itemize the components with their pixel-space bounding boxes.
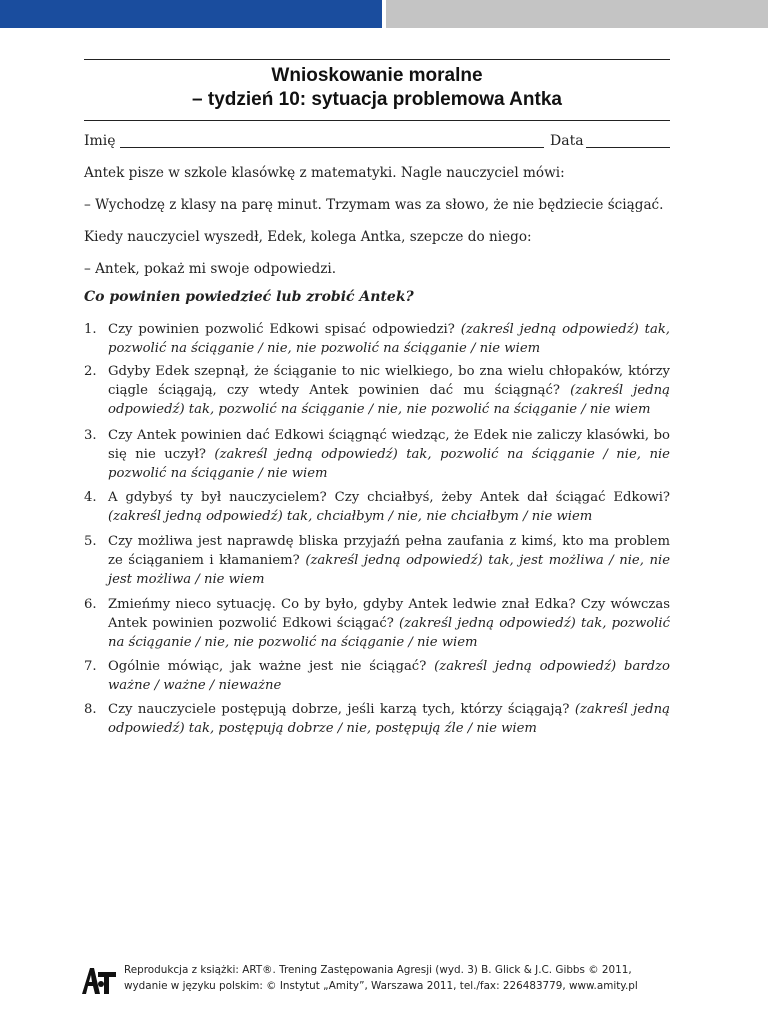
footer-line-1: Reprodukcja z książki: ART®. Trening Zastępowania Agresji (wyd. 3) B. Glick & J.C. Gibbs © 2011, [124,964,632,976]
top-rule [84,59,670,60]
item-text: Ogólnie mówiąc, jak ważne jest nie ściągać? (zakreśl jedną odpowiedź) bardzo ważne / ważne / nieważne [108,659,670,693]
answer-options: (zakreśl jedną odpowiedź) tak, pozwolić na ściąganie / nie, nie pozwolić na ściąganie / nie wiem [108,616,670,650]
item-text: Czy możliwa jest naprawdę bliska przyjaźń pełna zaufania z kimś, kto ma problem ze ściąganiem i kłamaniem? (zakreśl jedną odpowiedź) tak, jest możliwa / nie, nie jest możliwa / nie wiem [108,534,670,587]
item-number: 8. [84,702,97,717]
item-text: Czy Antek powinien dać Edkowi ściągnąć wiedząc, że Edek nie zaliczy klasówki, bo się nie uczył? (zakreśl jedną odpowiedź) tak, pozwolić na ściąganie / nie, nie pozwolić na ściąganie / nie wiem [108,428,670,481]
name-date-row [84,132,670,152]
title-line-2: – tydzień 10: sytuacja problemowa Antka [192,89,562,110]
item-number: 7. [84,659,97,674]
item-number: 1. [84,322,97,337]
title-bottom-rule [84,120,670,121]
date-field[interactable] [586,147,670,148]
page-title [84,64,670,112]
item-number: 4. [84,490,97,505]
intro-paragraph-3: Kiedy nauczyciel wyszedł, Edek, kolega Antka, szepcze do niego: [84,229,532,245]
answer-options: (zakreśl jedną odpowiedź) tak, pozwolić na ściąganie / nie, nie pozwolić na ściąganie / nie wiem [108,322,670,356]
item-text: Czy powinien pozwolić Edkowi spisać odpowiedzi? (zakreśl jedną odpowiedź) tak, pozwolić na ściąganie / nie, nie pozwolić na ściąganie / nie wiem [108,322,670,356]
item-number: 3. [84,428,97,443]
intro-paragraph-2: – Wychodzę z klasy na parę minut. Trzymam was za słowo, że nie będziecie ściągać. [84,197,664,213]
item-text: Czy nauczyciele postępują dobrze, jeśli karzą tych, którzy ściągają? (zakreśl jedną odpowiedź) tak, postępują dobrze / nie, postępują źle / nie wiem [108,702,670,736]
answer-options: (zakreśl jedną odpowiedź) tak, jest możliwa / nie, nie jest możliwa / nie wiem [108,553,670,587]
item-text: Zmieńmy nieco sytuację. Co by było, gdyby Antek ledwie znał Edka? Czy wówczas Antek powinien pozwolić Edkowi ściągać? (zakreśl jedną odpowiedź) tak, pozwolić na ściąganie / nie, nie pozwolić na ściąganie / nie wiem [108,597,670,650]
title-line-1: Wnioskowanie moralne [271,65,483,86]
intro-paragraph-1: Antek pisze w szkole klasówkę z matematyki. Nagle nauczyciel mówi: [84,165,565,181]
item-number: 5. [84,534,97,549]
name-field[interactable] [120,147,544,148]
item-number: 6. [84,597,97,612]
item-number: 2. [84,364,97,379]
footer-credits [124,962,672,994]
header-bar-gray [386,0,768,28]
item-text: A gdybyś ty był nauczycielem? Czy chciałbyś, żeby Antek dał ściągać Edkowi? (zakreśl jedną odpowiedź) tak, chciałbym / nie, nie chciałbym / nie wiem [108,490,670,524]
answer-options: (zakreśl jedną odpowiedź) tak, pozwolić na ściąganie / nie, nie pozwolić na ściąganie / nie wiem [108,447,670,481]
date-label: Data [550,133,584,149]
header-bar-blue [0,0,382,28]
answer-options: (zakreśl jedną odpowiedź) tak, pozwolić na ściąganie / nie, nie pozwolić na ściąganie / nie wiem [108,383,670,417]
item-text: Gdyby Edek szepnął, że ściąganie to nic wielkiego, bo zna wielu chłopaków, którzy ciągle ściągają, czy wtedy Antek powinien dać mu ściągnąć? (zakreśl jedną odpowiedź) tak, pozwolić na ściąganie / nie, nie pozwolić na ściąganie / nie wiem [108,364,670,417]
footer-line-2: wydanie w języku polskim: © Instytut „Amity”, Warszawa 2011, tel./fax: 226483779, www.amity.pl [124,980,638,992]
art-logo [80,964,118,996]
question-heading: Co powinien powiedzieć lub zrobić Antek? [84,289,414,305]
answer-options: (zakreśl jedną odpowiedź) tak, chciałbym / nie, nie chciałbym / nie wiem [108,509,593,524]
name-label: Imię [84,133,116,149]
answer-options: (zakreśl jedną odpowiedź) bardzo ważne / ważne / nieważne [108,659,670,693]
intro-paragraph-4: – Antek, pokaż mi swoje odpowiedzi. [84,261,337,277]
answer-options: (zakreśl jedną odpowiedź) tak, postępują dobrze / nie, postępują źle / nie wiem [108,702,670,736]
